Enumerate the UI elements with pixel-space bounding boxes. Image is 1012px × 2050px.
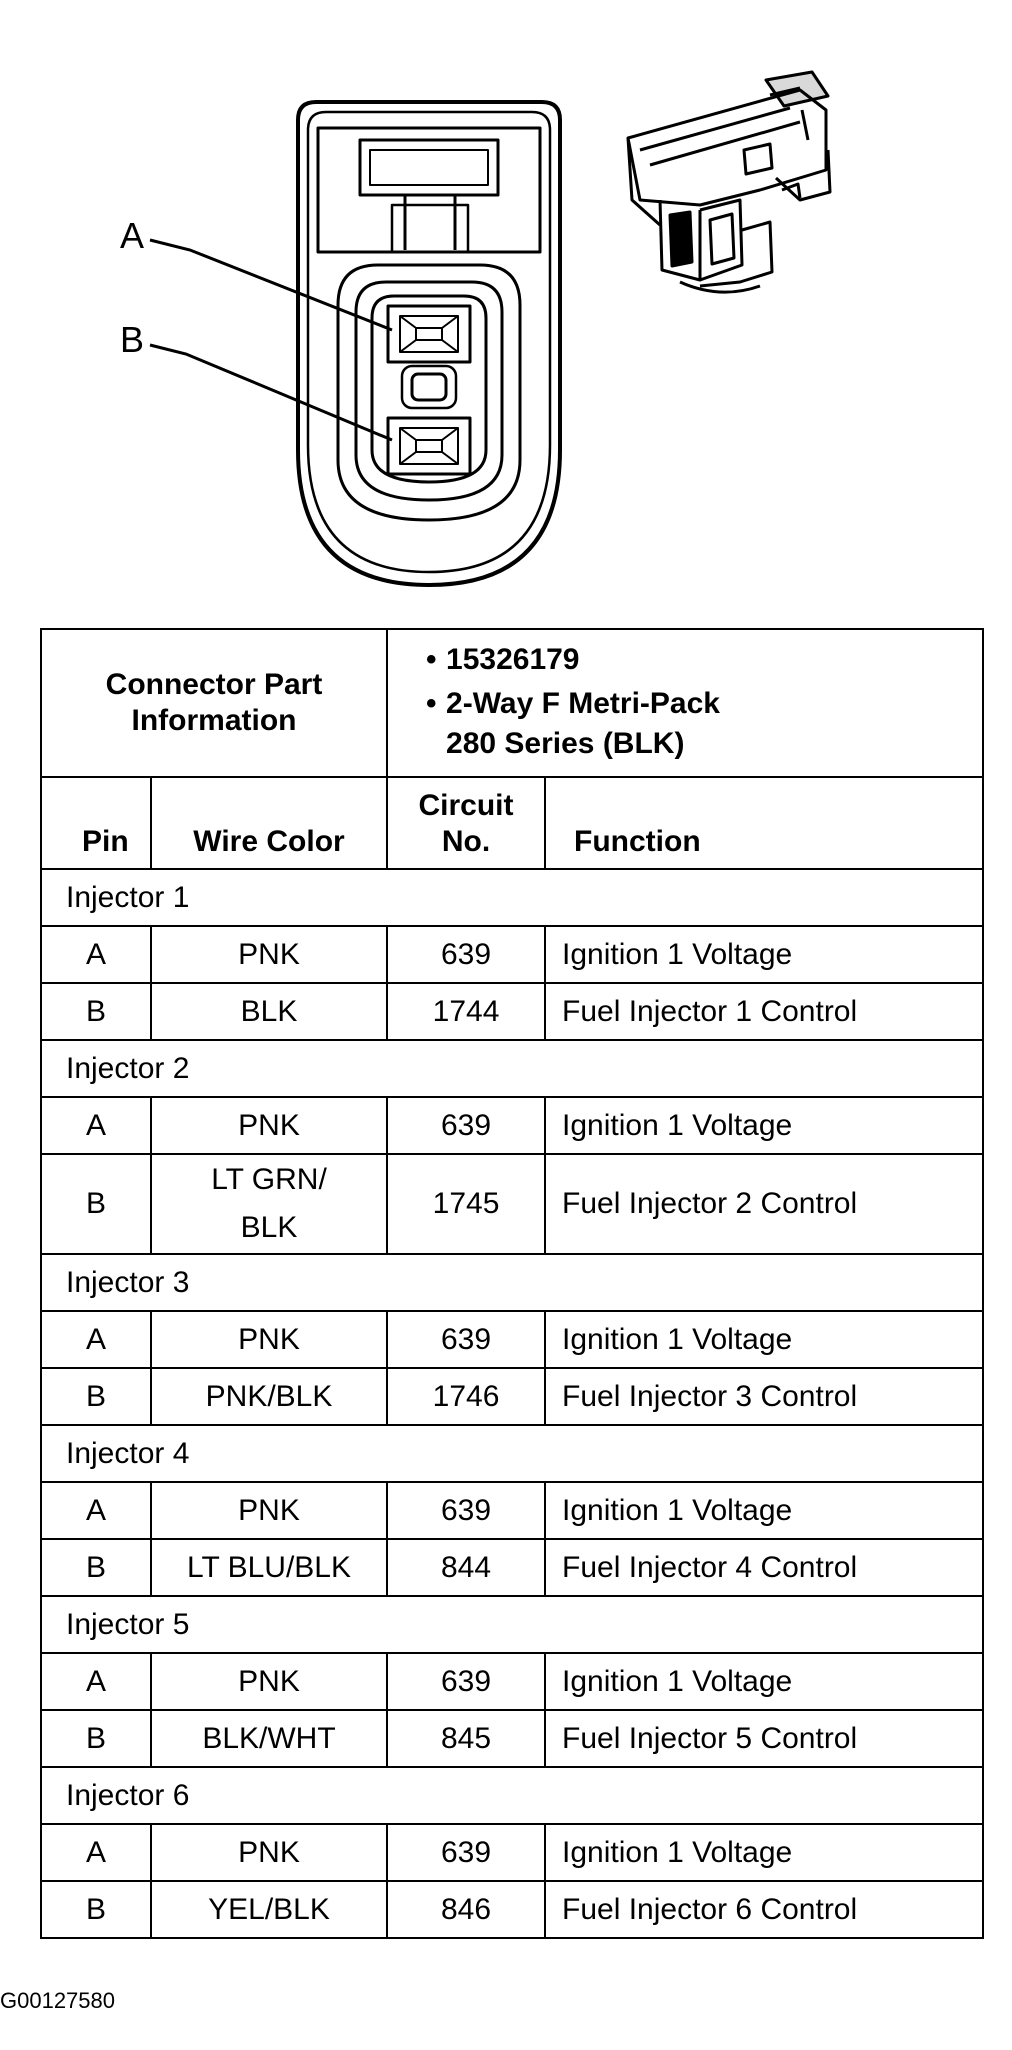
pin-cell: A bbox=[41, 1482, 151, 1539]
function-cell: Ignition 1 Voltage bbox=[545, 926, 983, 983]
injector-group-label: Injector 6 bbox=[41, 1767, 983, 1824]
function-cell: Ignition 1 Voltage bbox=[545, 1097, 983, 1154]
injector-group-row bbox=[41, 1040, 983, 1097]
pin-cell: A bbox=[41, 1097, 151, 1154]
pin-cell: B bbox=[41, 983, 151, 1040]
circuit-cell: 639 bbox=[387, 1311, 545, 1368]
connector-series: 280 Series (BLK) bbox=[446, 727, 685, 760]
bullet-icon: • bbox=[426, 643, 437, 676]
table-row bbox=[41, 1653, 983, 1710]
table-row bbox=[41, 926, 983, 983]
wire-color-text: BLK bbox=[240, 994, 298, 1028]
injector-group-label: Injector 5 bbox=[41, 1596, 983, 1653]
injector-group-row bbox=[41, 1596, 983, 1653]
circuit-cell: 846 bbox=[387, 1881, 545, 1938]
wire-color-cell bbox=[151, 1311, 387, 1368]
pin-cell: B bbox=[41, 1154, 151, 1254]
pin-cell: B bbox=[41, 1539, 151, 1596]
injector-group-row bbox=[41, 1425, 983, 1482]
pin-a-label: A bbox=[120, 215, 145, 256]
wire-color-cell bbox=[151, 1097, 387, 1154]
circuit-header-line2: No. bbox=[441, 825, 491, 858]
table-row bbox=[41, 1097, 983, 1154]
part-number: 15326179 bbox=[446, 643, 580, 676]
pin-column-header: Pin bbox=[41, 777, 151, 869]
part-number-line bbox=[426, 642, 982, 686]
injector-group-row bbox=[41, 1767, 983, 1824]
connector-part-title-line2: Information bbox=[131, 704, 297, 737]
wire-color-cell bbox=[151, 1482, 387, 1539]
wire-color-text: PNK bbox=[238, 1664, 300, 1698]
connector-description-line bbox=[426, 686, 982, 726]
connector-part-info bbox=[387, 629, 983, 777]
figure-id: G00127580 bbox=[0, 1988, 115, 2013]
pin-b-label: B bbox=[120, 319, 145, 360]
injector-group-row bbox=[41, 869, 983, 926]
table-row bbox=[41, 1539, 983, 1596]
function-cell: Fuel Injector 6 Control bbox=[545, 1881, 983, 1938]
table-row bbox=[41, 1482, 983, 1539]
pin-cell: A bbox=[41, 1653, 151, 1710]
circuit-column-header bbox=[387, 777, 545, 869]
connector-description: 2-Way F Metri-Pack bbox=[446, 687, 720, 720]
function-cell: Fuel Injector 1 Control bbox=[545, 983, 983, 1040]
connector-diagram bbox=[0, 0, 1012, 620]
table-row bbox=[41, 1881, 983, 1938]
wire-color-text: LT GRN/ bbox=[211, 1163, 327, 1196]
wire-color-cell bbox=[151, 1653, 387, 1710]
wire-color-cell bbox=[151, 1154, 387, 1254]
function-cell: Fuel Injector 2 Control bbox=[545, 1154, 983, 1254]
function-column-header: Function bbox=[545, 777, 983, 869]
wire-color-text: YEL/BLK bbox=[208, 1892, 330, 1926]
injector-group-label: Injector 4 bbox=[41, 1425, 983, 1482]
function-cell: Fuel Injector 4 Control bbox=[545, 1539, 983, 1596]
pin-cell: A bbox=[41, 1311, 151, 1368]
wire-color-cell bbox=[151, 1539, 387, 1596]
wire-color-text: PNK bbox=[238, 1322, 300, 1356]
wire-color-cell bbox=[151, 1710, 387, 1767]
injector-group-label: Injector 2 bbox=[41, 1040, 983, 1097]
table-row bbox=[41, 1710, 983, 1767]
function-cell: Ignition 1 Voltage bbox=[545, 1482, 983, 1539]
circuit-header-line1: Circuit bbox=[418, 789, 514, 822]
wire-color-text: LT BLU/BLK bbox=[187, 1550, 351, 1584]
circuit-cell: 844 bbox=[387, 1539, 545, 1596]
wire-color-text: PNK bbox=[238, 1493, 300, 1527]
injector-group-label: Injector 3 bbox=[41, 1254, 983, 1311]
table-row bbox=[41, 1824, 983, 1881]
function-cell: Ignition 1 Voltage bbox=[545, 1311, 983, 1368]
injector-group-row bbox=[41, 1254, 983, 1311]
circuit-cell: 1746 bbox=[387, 1368, 545, 1425]
injector-group-label: Injector 1 bbox=[41, 869, 983, 926]
wire-color-text: BLK/WHT bbox=[202, 1721, 336, 1755]
wire-color-column-header: Wire Color bbox=[151, 777, 387, 869]
connector-part-title bbox=[41, 629, 387, 777]
circuit-cell: 639 bbox=[387, 1482, 545, 1539]
table-row bbox=[41, 983, 983, 1040]
circuit-cell: 639 bbox=[387, 1824, 545, 1881]
circuit-cell: 639 bbox=[387, 1097, 545, 1154]
circuit-cell: 639 bbox=[387, 1653, 545, 1710]
connector-part-row bbox=[41, 629, 983, 777]
injector-rows bbox=[41, 869, 983, 1938]
bullet-icon: • bbox=[426, 687, 437, 720]
connector-3d-icon bbox=[628, 72, 830, 292]
wire-color-text: PNK bbox=[238, 1835, 300, 1869]
pin-cell: B bbox=[41, 1710, 151, 1767]
pin-cell: A bbox=[41, 926, 151, 983]
connector-part-title-line1: Connector Part bbox=[105, 668, 323, 701]
column-header-row bbox=[41, 777, 983, 869]
function-cell: Ignition 1 Voltage bbox=[545, 1653, 983, 1710]
table-row bbox=[41, 1154, 983, 1254]
table-row bbox=[41, 1311, 983, 1368]
function-cell: Fuel Injector 5 Control bbox=[545, 1710, 983, 1767]
connector-table bbox=[40, 628, 984, 1939]
wire-color-cell bbox=[151, 1824, 387, 1881]
function-cell: Ignition 1 Voltage bbox=[545, 1824, 983, 1881]
pin-cell: A bbox=[41, 1824, 151, 1881]
table-row bbox=[41, 1368, 983, 1425]
wire-color-cell bbox=[151, 1881, 387, 1938]
wire-color-text: PNK/BLK bbox=[205, 1379, 333, 1413]
circuit-cell: 1745 bbox=[387, 1154, 545, 1254]
wire-color-cell bbox=[151, 983, 387, 1040]
circuit-cell: 845 bbox=[387, 1710, 545, 1767]
pin-cell: B bbox=[41, 1368, 151, 1425]
pin-cell: B bbox=[41, 1881, 151, 1938]
circuit-cell: 639 bbox=[387, 926, 545, 983]
connector-face-icon bbox=[298, 102, 560, 585]
wire-color-cell bbox=[151, 926, 387, 983]
wire-color-text: PNK bbox=[238, 1108, 300, 1142]
circuit-cell: 1744 bbox=[387, 983, 545, 1040]
function-cell: Fuel Injector 3 Control bbox=[545, 1368, 983, 1425]
wire-color-text: PNK bbox=[238, 937, 300, 971]
wire-color-text-line2: BLK bbox=[240, 1211, 298, 1244]
wire-color-cell bbox=[151, 1368, 387, 1425]
